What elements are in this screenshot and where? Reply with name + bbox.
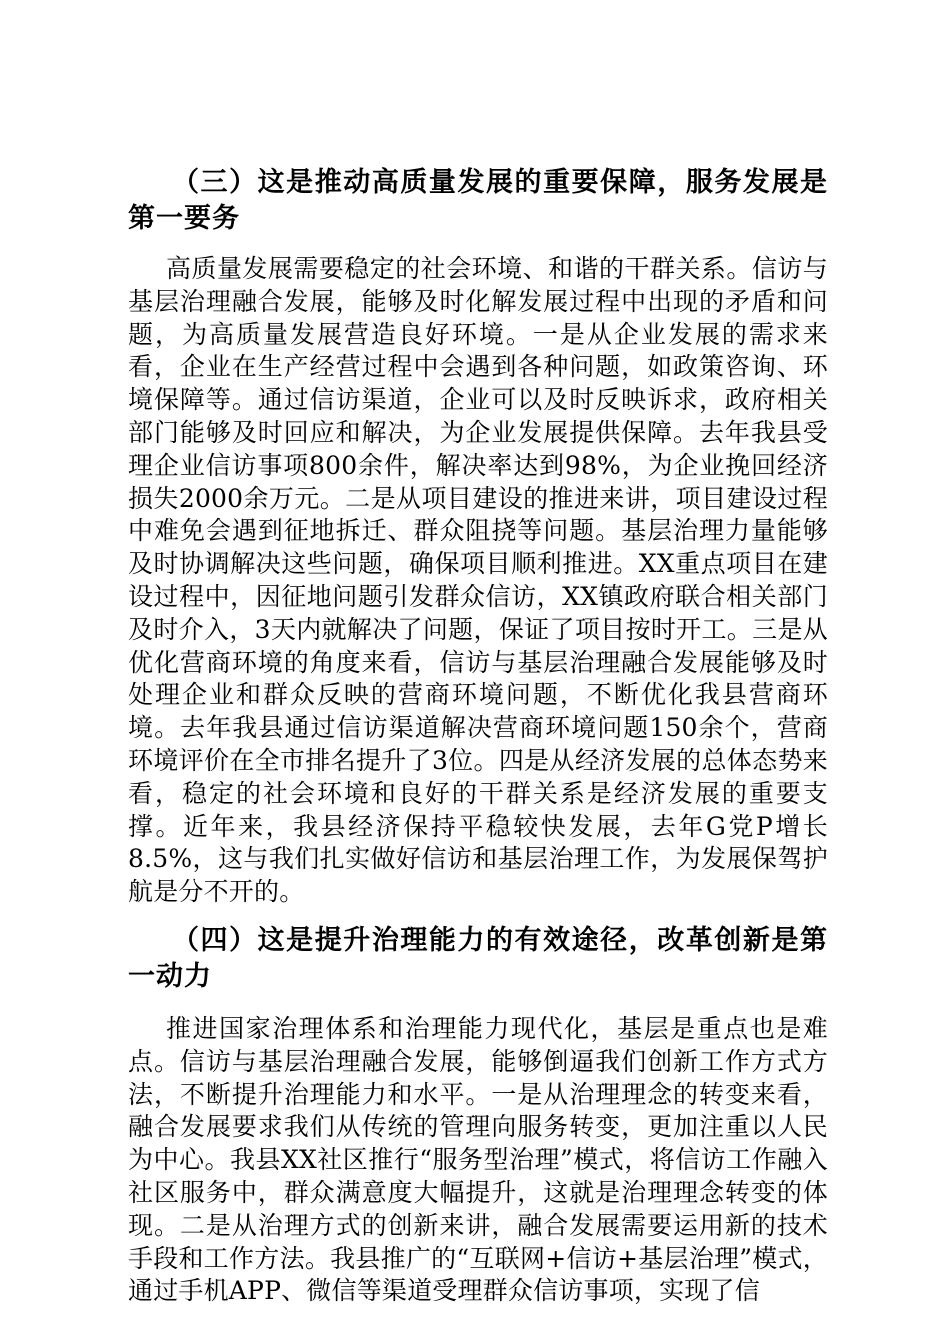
- section-4-heading: （四）这是提升治理能力的有效途径，改革创新是第一动力: [128, 924, 828, 992]
- section-4-body: 推进国家治理体系和治理能力现代化，基层是重点也是难点。信访与基层治理融合发展，能够倒逼我们创新工作方式方法，不断提升治理能力和水平。一是从治理理念的转变来看，融合发展要求我们从传统的管理向服务转变，更加注重以人民为中心。我县XX社区推行“服务型治理”模式，将信访工作融入社区服务中，群众满意度大幅提升，这就是治理理念转变的体现。二是从治理方式的创新来讲，融合发展需要运用新的技术手段和工作方法。我县推广的“互联网+信访+基层治理”模式，通过手机APP、微信等渠道受理群众信访事项，实现了信: [128, 1013, 828, 1306]
- document-page: [128, 165, 828, 1308]
- section-3-heading: （三）这是推动高质量发展的重要保障，服务发展是第一要务: [128, 167, 828, 234]
- section-3-body: 高质量发展需要稳定的社会环境、和谐的干群关系。信访与基层治理融合发展，能够及时化解发展过程中出现的矛盾和问题，为高质量发展营造良好环境。一是从企业发展的需求来看，企业在生产经营过程中会遇到各种问题，如政策咨询、环境保障等。通过信访渠道，企业可以及时反映诉求，政府相关部门能够及时回应和解决，为企业发展提供保障。去年我县受理企业信访事项800余件，解决率达到98%，为企业挽回经济损失2000余万元。二是从项目建设的推进来讲，项目建设过程中难免会遇到征地拆迁、群众阻挠等问题。基层治理力量能够及时协调解决这些问题，确保项目顺利推进。XX重点项目在建设过程中，因征地问题引发群众信访，XX镇政府联合相关部门及时介入，3天内就解决了问题，保证了项目按时开工。三是从优化营商环境的角度来看，信访与基层治理融合发展能够及时处理企业和群众反映的营商环境问题，不断优化我县营商环境。去年我县通过信访渠道解决营商环境问题150余个，营商环境评价在全市排名提升了3位。四是从经济发展的总体态势来看，稳定的社会环境和良好的干群关系是经济发展的重要支撑。近年来，我县经济保持平稳较快发展，去年G党P增长8.5%，这与我们扎实做好信访和基层治理工作，为发展保驾护航是分不开的。: [128, 254, 828, 907]
